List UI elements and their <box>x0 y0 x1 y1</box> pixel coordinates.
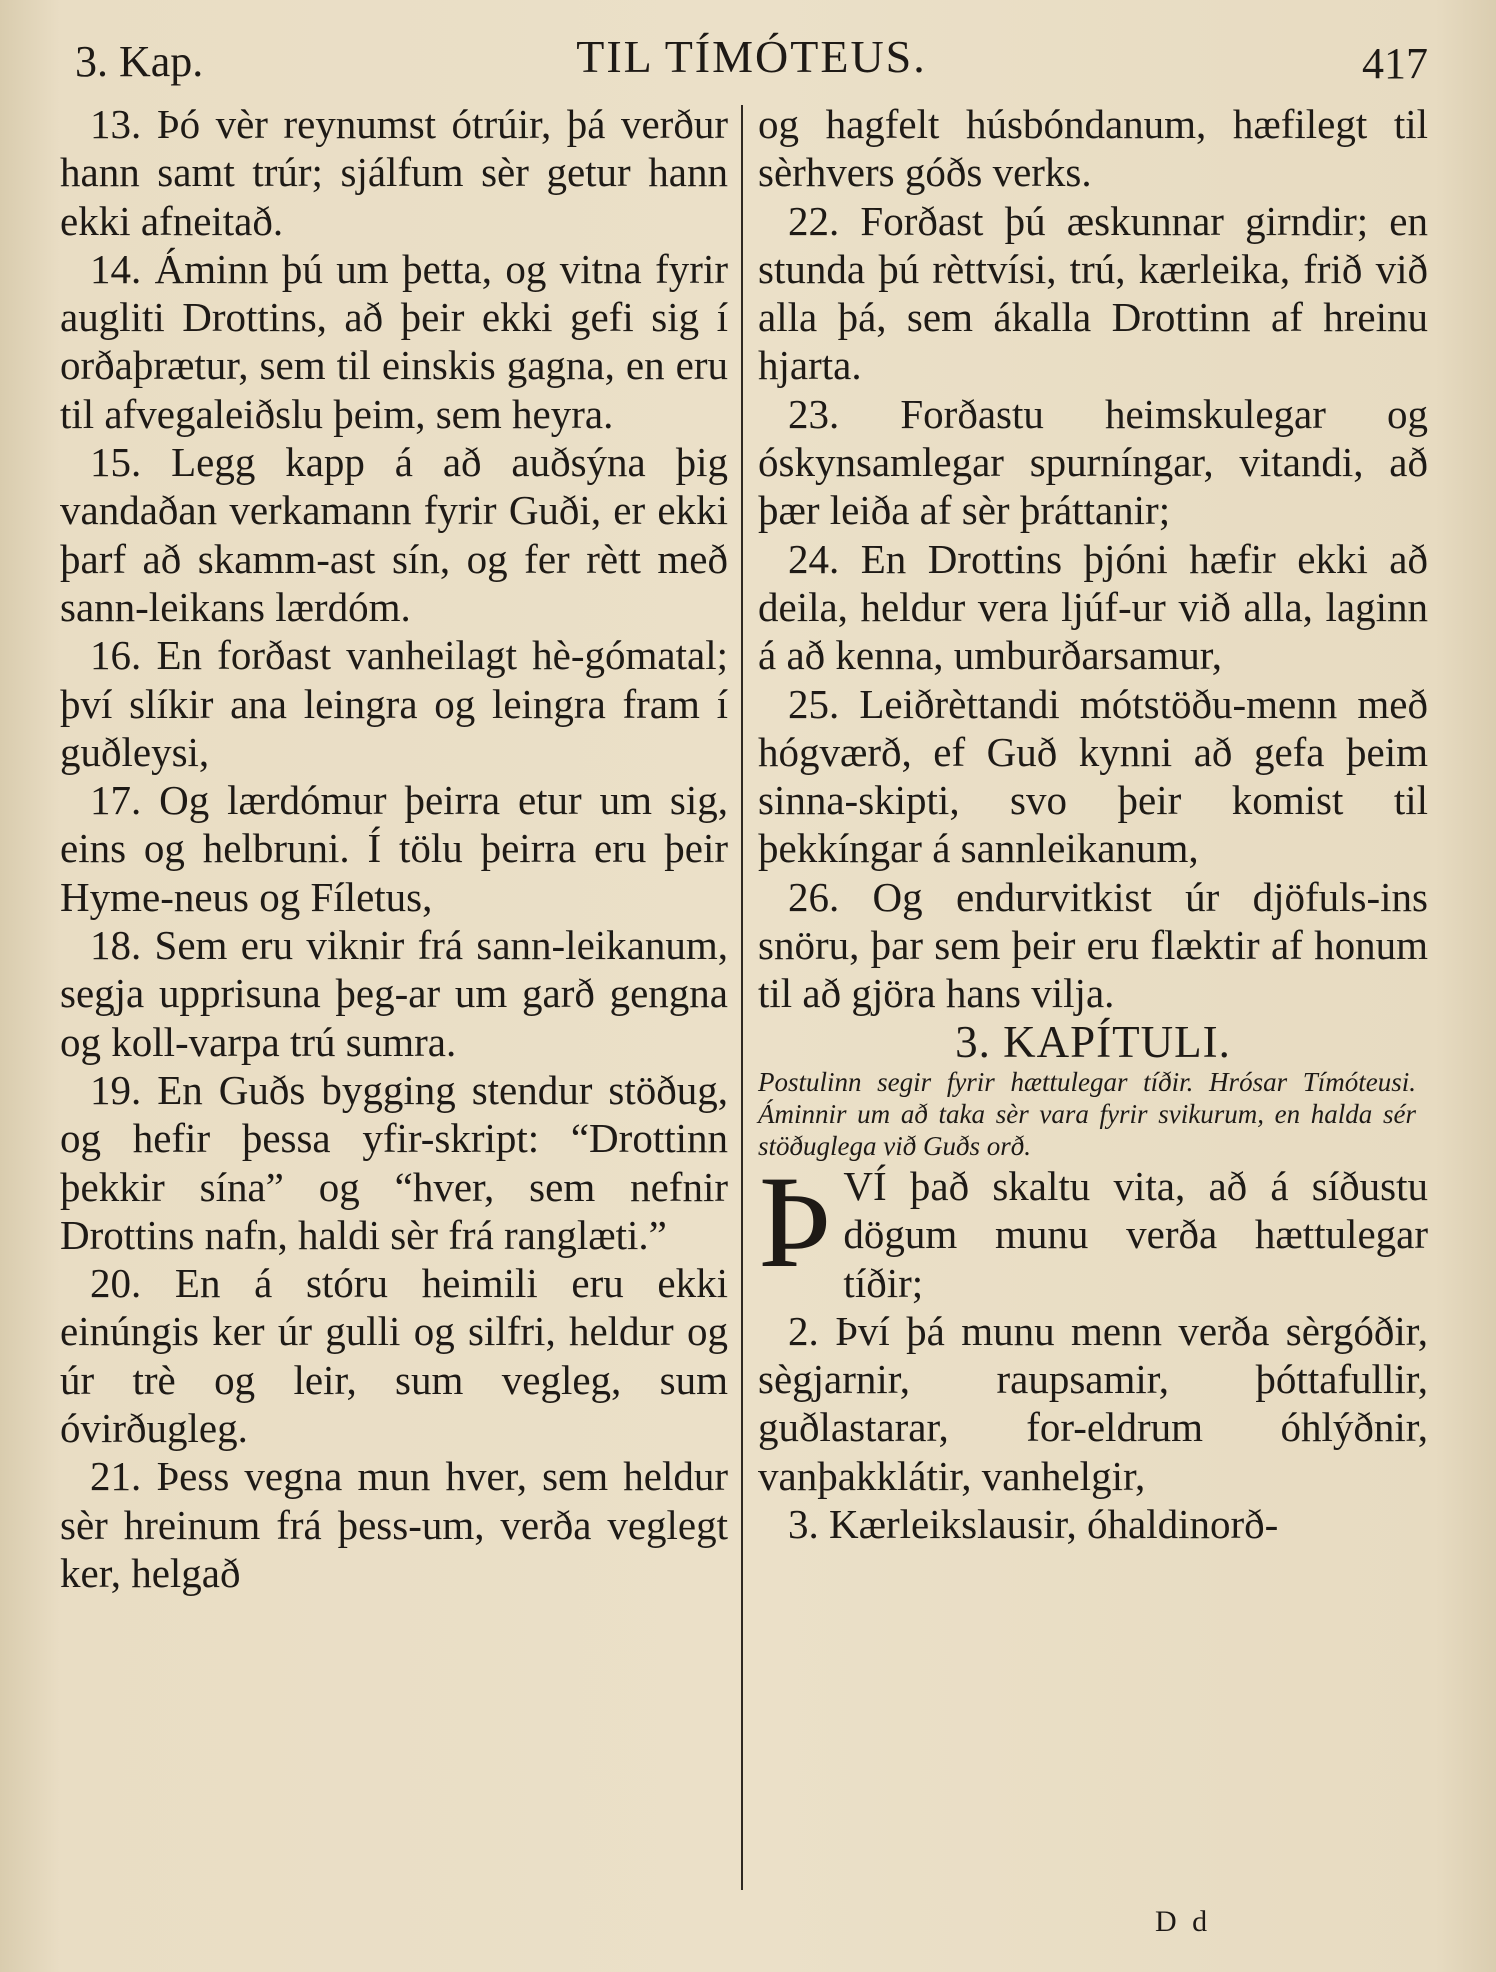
verse: 22. Forðast þú æskunnar girndir; en stunda þú rèttvísi, trú, kærleika, frið við alla þá, sem ákalla Drottinn af hreinu hjarta. <box>758 197 1428 389</box>
verse: 26. Og endurvitkist úr djöfuls-ins snöru, þar sem þeir eru flæktir af honum til að gjöra hans vilja. <box>758 873 1428 1017</box>
chapter-heading: 3. KAPÍTULI. <box>955 1016 1231 1067</box>
verse: 21. Þess vegna mun hver, sem heldur sèr hreinum frá þess-um, verða veglegt ker, helgað <box>60 1453 728 1596</box>
running-header <box>75 30 1428 90</box>
verse: 2. Því þá munu menn verða sèrgóðir, sègjarnir, raupsamir, þóttafullir, guðlastarar, for-eldrum óhlýðnir, vanþakklátir, vanhelgir, <box>758 1307 1428 1499</box>
verse: 17. Og lærdómur þeirra etur um sig, eins og helbruni. Í tölu þeirra eru þeir Hyme-neus og Fíletus, <box>60 777 728 920</box>
page-number: 417 <box>1362 39 1428 88</box>
right-column <box>758 100 1428 1548</box>
verse: 13. Þó vèr reynumst ótrúir, þá verður hann samt trúr; sjálfum sèr getur hann ekki afneitað. <box>60 101 728 244</box>
verse: 19. En Guðs bygging stendur stöðug, og hefir þessa yfir-skript: “Drottinn þekkir sína” og “hver, sem nefnir Drottins nafn, haldi sèr frá ranglæti.” <box>60 1066 728 1258</box>
chapter-label: 3. Kap. <box>75 37 204 86</box>
verse: 24. En Drottins þjóni hæfir ekki að deila, heldur vera ljúf-ur við alla, laginn á að kenna, umburðarsamur, <box>758 535 1428 679</box>
chapter-summary: Postulinn segir fyrir hættulegar tíðir. Hrósar Tímóteusi. Áminnir um að taka sèr vara fyrir svikurum, en halda sér stöðuglega við Guðs orð. <box>758 1066 1416 1161</box>
page-title: TIL TÍMÓTEUS. <box>576 31 927 82</box>
left-column <box>60 100 728 1597</box>
column-divider <box>741 105 743 1890</box>
verse: 25. Leiðrèttandi mótstöðu-menn með hógværð, ef Guð kynni að gefa þeim sinna-skipti, svo þeir komist til þekkíngar á sannleikanum, <box>758 680 1428 872</box>
drop-cap: Þ <box>758 1147 832 1295</box>
verse: 14. Áminn þú um þetta, og vitna fyrir augliti Drottins, að þeir ekki gefi sig í orðaþrætur, sem til einskis gagna, en eru til afvegaleiðslu þeim, sem heyra. <box>60 245 728 437</box>
verse-continuation: og hagfelt húsbóndanum, hæfilegt til sèrhvers góðs verks. <box>758 101 1428 196</box>
verse: 18. Sem eru viknir frá sann-leikanum, segja upprisuna þeg-ar um garð gengna og koll-varpa trú sumra. <box>60 922 728 1065</box>
signature-mark: D d <box>1155 1905 1212 1938</box>
first-verse <box>758 1147 1428 1307</box>
verse: 3. Kærleikslausir, óhaldinorð- <box>788 1501 1279 1548</box>
first-verse-text: VÍ það skaltu vita, að á síðustu dögum munu verða hættulegar tíðir; <box>843 1162 1428 1306</box>
verse: 23. Forðastu heimskulegar og óskynsamlegar spurníngar, vitandi, að þær leiða af sèr þráttanir; <box>758 390 1428 534</box>
verse: 15. Legg kapp á að auðsýna þig vandaðan verkamann fyrir Guði, er ekki þarf að skamm-ast sín, og fer rètt með sann-leikans lærdóm. <box>60 439 728 630</box>
verse: 20. En á stóru heimili eru ekki einúngis ker úr gulli og silfri, heldur og úr trè og leir, sum vegleg, sum óvirðugleg. <box>60 1260 728 1452</box>
verse: 16. En forðast vanheilagt hè-gómatal; því slíkir ana leingra og leingra fram í guðleysi, <box>60 632 728 775</box>
